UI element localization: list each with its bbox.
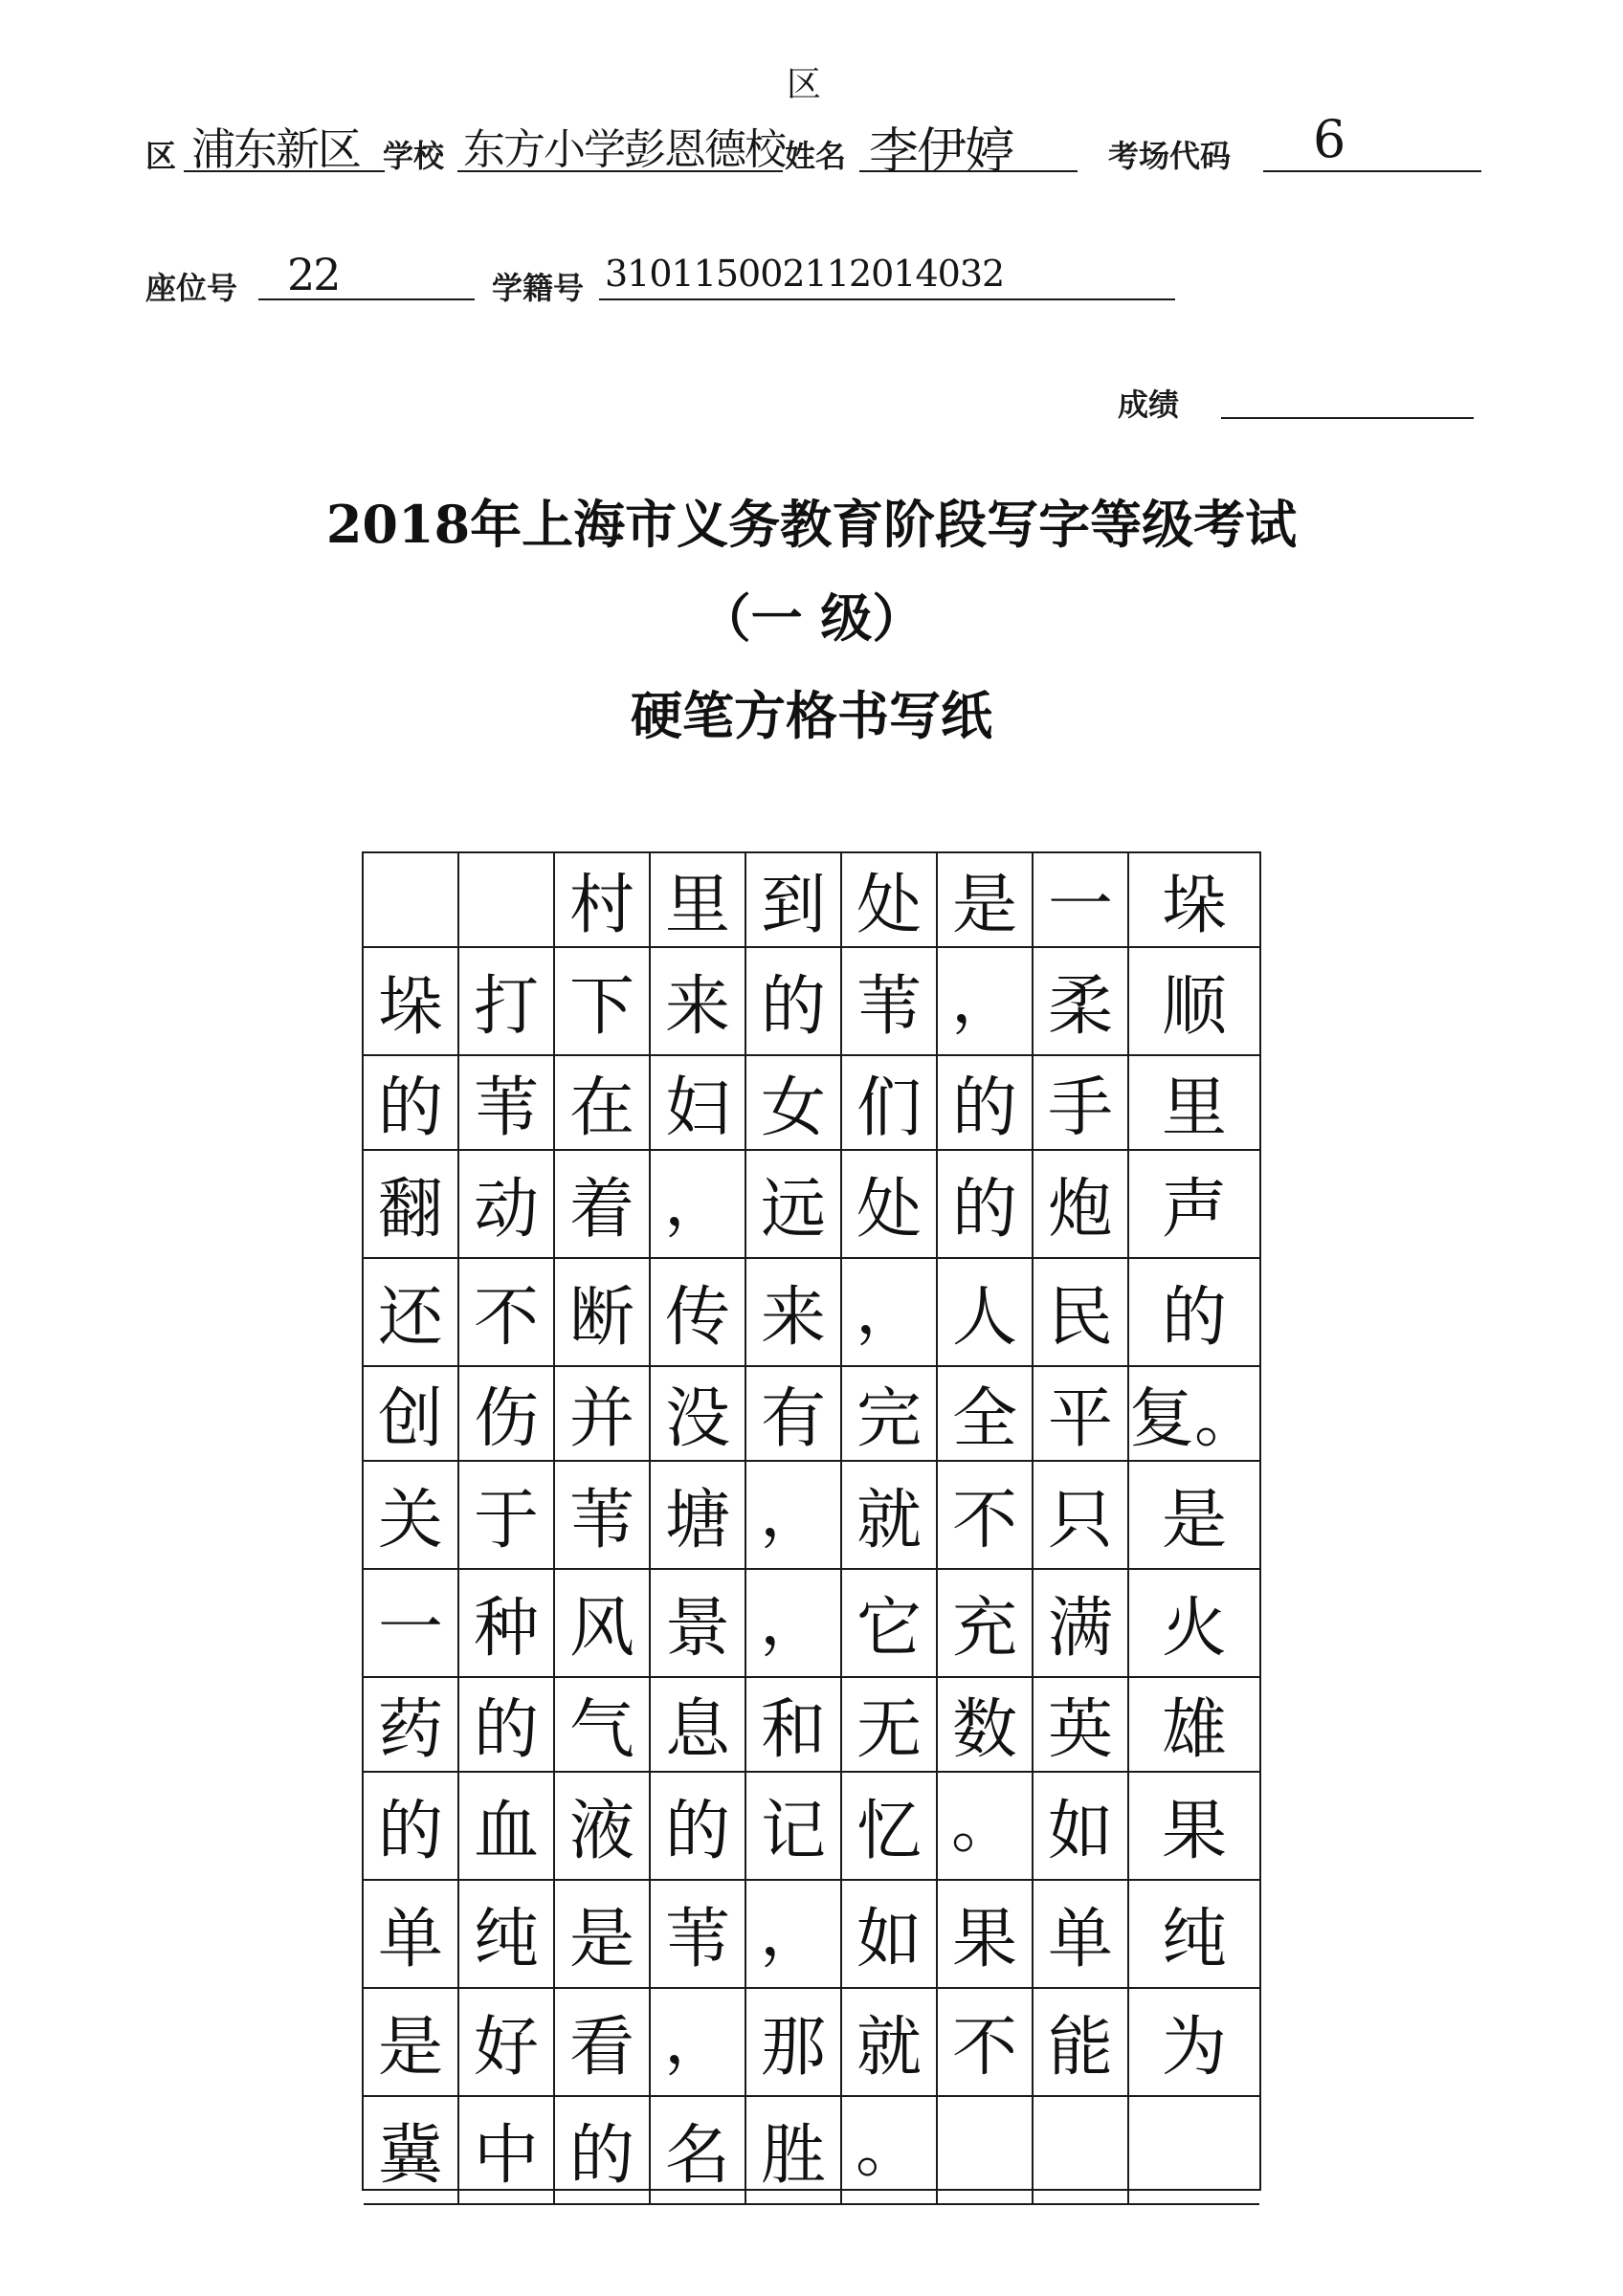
grid-cell: 并: [555, 1367, 651, 1462]
grid-cell: 远: [746, 1151, 842, 1259]
grid-cell: 还: [364, 1259, 459, 1367]
grid-cell: 的: [459, 1678, 555, 1773]
grid-cell: 就: [842, 1462, 938, 1570]
grid-cell: ，: [651, 1989, 746, 2097]
grid-cell: 来: [651, 948, 746, 1056]
grid-cell: 名: [651, 2097, 746, 2205]
grid-cell: 的: [364, 1056, 459, 1151]
grid-cell: 苇: [459, 1056, 555, 1151]
grid-cell: 英: [1034, 1678, 1129, 1773]
grid-cell: 是: [1129, 1462, 1259, 1570]
grid-cell: 那: [746, 1989, 842, 2097]
room-code-label: 考场代码: [1108, 138, 1232, 174]
grid-cell: 人: [938, 1259, 1034, 1367]
grid-cell: 关: [364, 1462, 459, 1570]
grid-cell: 有: [746, 1367, 842, 1462]
grid-cell: 的: [938, 1056, 1034, 1151]
grid-cell: 气: [555, 1678, 651, 1773]
paper-subtitle: 硬笔方格书写纸: [631, 685, 992, 746]
grid-cell: 不: [938, 1989, 1034, 2097]
grid-cell: 平: [1034, 1367, 1129, 1462]
grid-cell: 的: [746, 948, 842, 1056]
grid-cell: 单: [364, 1881, 459, 1989]
grid-cell: 如: [1034, 1773, 1129, 1881]
grid-cell: 无: [842, 1678, 938, 1773]
grid-cell: 的: [938, 1151, 1034, 1259]
student-id-label: 学籍号: [492, 270, 585, 306]
grid-cell: 的: [364, 1773, 459, 1881]
district-value[interactable]: 浦东新区: [191, 123, 360, 175]
grid-cell: 全: [938, 1367, 1034, 1462]
grid-cell: 的: [1129, 1259, 1259, 1367]
grid-cell: 手: [1034, 1056, 1129, 1151]
grid-cell: ，: [746, 1570, 842, 1678]
grid-cell: 的: [651, 1773, 746, 1881]
name-value[interactable]: 李伊婷: [869, 123, 1013, 181]
writing-grid: [362, 851, 1261, 2194]
grid-cell: 女: [746, 1056, 842, 1151]
grid-cell: 胜: [746, 2097, 842, 2205]
grid-cell: 动: [459, 1151, 555, 1259]
grid-cell: 是: [364, 1989, 459, 2097]
score-label: 成绩: [1118, 386, 1180, 423]
grid-cell: 如: [842, 1881, 938, 1989]
grid-cell: ，: [842, 1259, 938, 1367]
grid-cell: 果: [1129, 1773, 1259, 1881]
grid-cell: 垛: [364, 948, 459, 1056]
grid-cell: 完: [842, 1367, 938, 1462]
school-correction: 区: [787, 65, 820, 104]
grid-cell: [459, 853, 555, 948]
grid-cell: [1034, 2097, 1129, 2205]
grid-cell: 顺: [1129, 948, 1259, 1056]
grid-cell: 一: [1034, 853, 1129, 948]
grid-cell: 断: [555, 1259, 651, 1367]
grid-cell: 苇: [651, 1881, 746, 1989]
exam-level: （一 级）: [699, 587, 924, 649]
grid-cell: 忆: [842, 1773, 938, 1881]
grid-cell: 不: [459, 1259, 555, 1367]
room-code-value[interactable]: 6: [1313, 109, 1345, 169]
grid-cell: 在: [555, 1056, 651, 1151]
student-id-line: [599, 298, 1175, 300]
grid-cell: 雄: [1129, 1678, 1259, 1773]
grid-cell: 们: [842, 1056, 938, 1151]
school-value[interactable]: 东方小学彭恩德校: [463, 125, 785, 174]
grid-cell: 妇: [651, 1056, 746, 1151]
grid-cell: 纯: [459, 1881, 555, 1989]
grid-cell: ，: [746, 1881, 842, 1989]
grid-cell: 和: [746, 1678, 842, 1773]
grid-cell: 是: [555, 1881, 651, 1989]
grid-cell: 苇: [555, 1462, 651, 1570]
grid-cell: 为: [1129, 1989, 1259, 2097]
grid-cell: 息: [651, 1678, 746, 1773]
grid-cell: ，: [651, 1151, 746, 1259]
grid-cell: 苇: [842, 948, 938, 1056]
grid-cell: 看: [555, 1989, 651, 2097]
grid-cell: 到: [746, 853, 842, 948]
school-label: 学校: [383, 138, 445, 174]
grid-cell: 不: [938, 1462, 1034, 1570]
grid-cell: [938, 2097, 1034, 2205]
grid-cell: 记: [746, 1773, 842, 1881]
grid-cell: 数: [938, 1678, 1034, 1773]
grid-cell: 就: [842, 1989, 938, 2097]
grid-cell: 创: [364, 1367, 459, 1462]
grid-cell: 一: [364, 1570, 459, 1678]
seat-value[interactable]: 22: [287, 249, 340, 300]
grid-cell: 村: [555, 853, 651, 948]
grid-cell: 声: [1129, 1151, 1259, 1259]
grid-cell: ，: [938, 948, 1034, 1056]
grid-cell: 处: [842, 853, 938, 948]
grid-cell: 火: [1129, 1570, 1259, 1678]
exam-title: 2018年上海市义务教育阶段写字等级考试: [325, 494, 1298, 555]
grid-cell: 种: [459, 1570, 555, 1678]
grid-cell: 能: [1034, 1989, 1129, 2097]
grid-cell: 着: [555, 1151, 651, 1259]
grid-cell: 垛: [1129, 853, 1259, 948]
grid-cell: 纯: [1129, 1881, 1259, 1989]
grid-cell: 果: [938, 1881, 1034, 1989]
student-id-value[interactable]: 310115002112014032: [605, 253, 1005, 295]
grid-cell: 药: [364, 1678, 459, 1773]
grid-cell: 单: [1034, 1881, 1129, 1989]
grid-cell: 下: [555, 948, 651, 1056]
name-label: 姓名: [785, 138, 847, 174]
grid-cell: 复。: [1129, 1367, 1259, 1462]
grid-cell: 打: [459, 948, 555, 1056]
grid-cell: 。: [938, 1773, 1034, 1881]
grid-cell: 景: [651, 1570, 746, 1678]
grid-cell: 里: [651, 853, 746, 948]
grid-cell: 传: [651, 1259, 746, 1367]
grid-cell: 来: [746, 1259, 842, 1367]
room-code-line: [1263, 170, 1481, 172]
grid-cell: 风: [555, 1570, 651, 1678]
grid-cell: 只: [1034, 1462, 1129, 1570]
grid-cell: 中: [459, 2097, 555, 2205]
grid-cell: 是: [938, 853, 1034, 948]
grid-cell: 液: [555, 1773, 651, 1881]
grid-cell: 处: [842, 1151, 938, 1259]
grid-cell: 满: [1034, 1570, 1129, 1678]
grid-cell: [1129, 2097, 1259, 2205]
grid-cell: 伤: [459, 1367, 555, 1462]
grid-cell: 的: [555, 2097, 651, 2205]
grid-cell: [364, 853, 459, 948]
grid-cell: ，: [746, 1462, 842, 1570]
grid-cell: 没: [651, 1367, 746, 1462]
grid-cell: 柔: [1034, 948, 1129, 1056]
score-line: [1221, 417, 1474, 419]
grid-cell: 翻: [364, 1151, 459, 1259]
seat-label: 座位号: [145, 270, 238, 306]
grid-cell: 炮: [1034, 1151, 1129, 1259]
grid-cell: 它: [842, 1570, 938, 1678]
grid-cell: 。: [842, 2097, 938, 2205]
grid-cell: 于: [459, 1462, 555, 1570]
grid-cell: 冀: [364, 2097, 459, 2205]
grid-cell: 血: [459, 1773, 555, 1881]
grid-cell: 民: [1034, 1259, 1129, 1367]
district-label: 区: [145, 138, 177, 174]
grid-cell: 塘: [651, 1462, 746, 1570]
grid-cell: 里: [1129, 1056, 1259, 1151]
grid-cell: 好: [459, 1989, 555, 2097]
grid-cell: 充: [938, 1570, 1034, 1678]
